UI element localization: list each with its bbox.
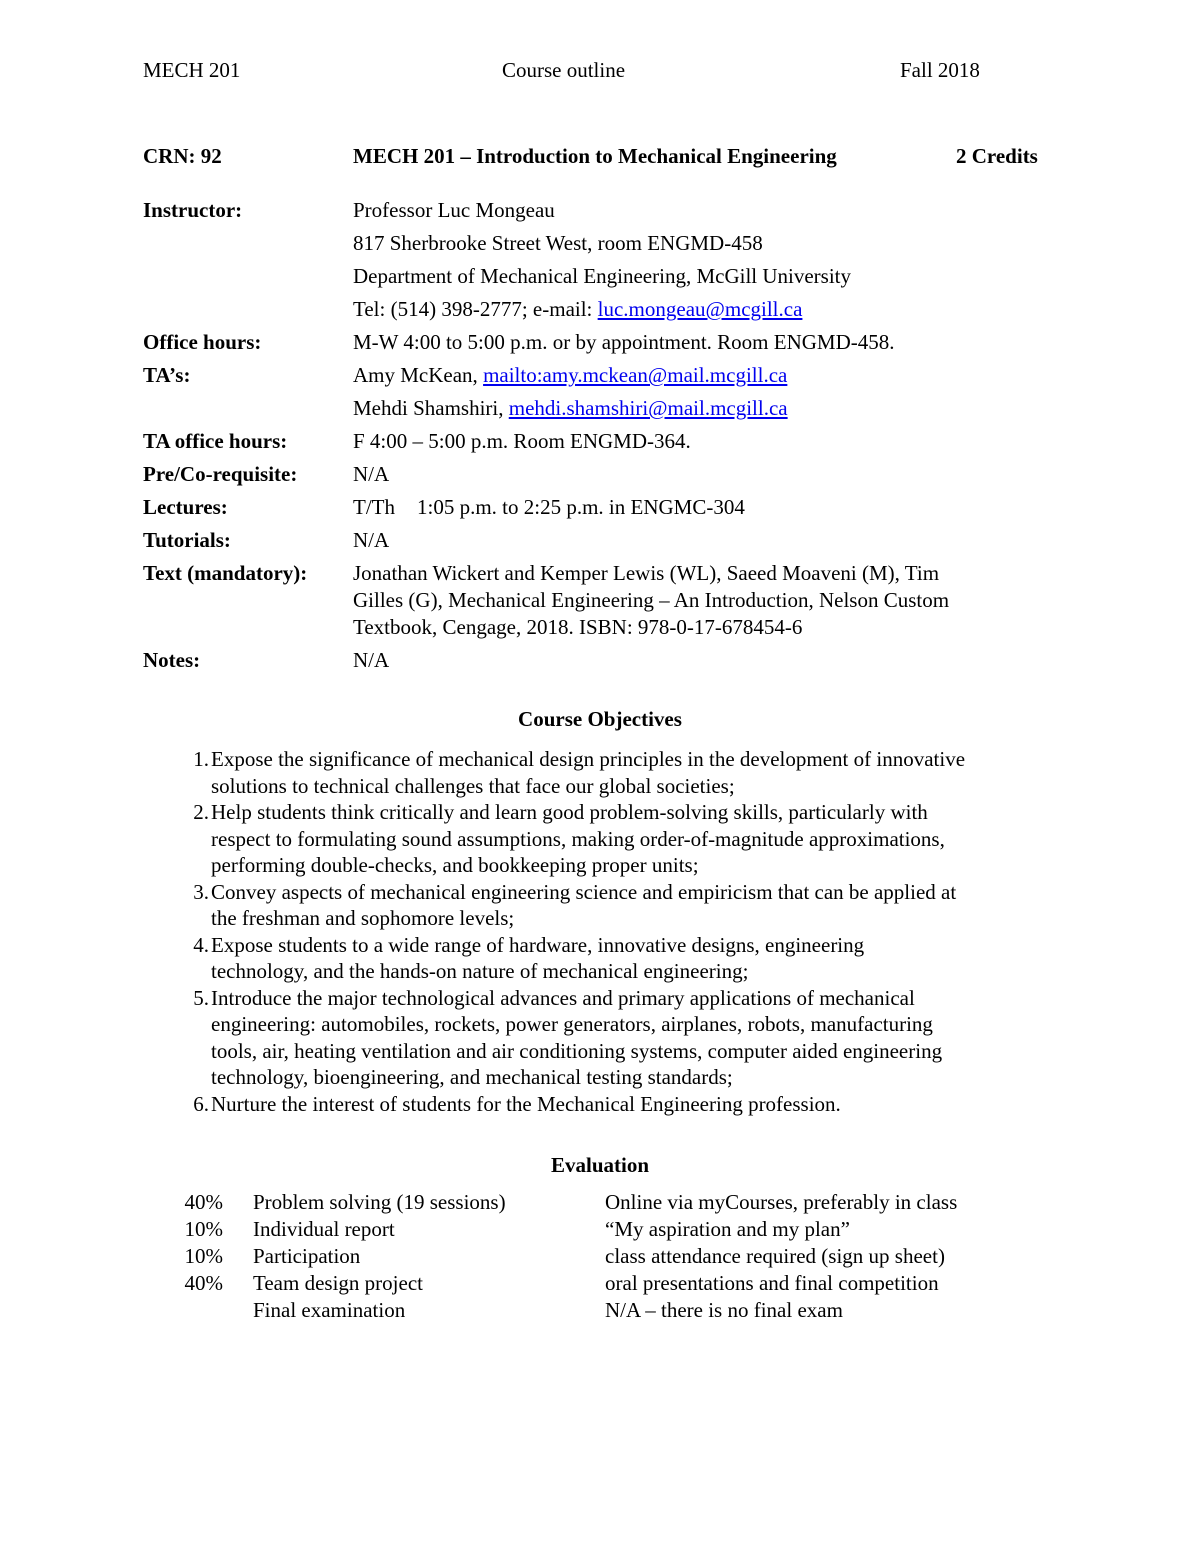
list-item-number: 4. <box>193 932 209 957</box>
objective-line: the freshman and sophomore levels; <box>211 906 515 930</box>
list-item-number: 1. <box>193 747 209 771</box>
objective-line: Convey aspects of mechanical engineering science and empiricism that can be applied at <box>211 879 957 904</box>
list-item-number: 5. <box>193 985 209 1010</box>
list-item <box>143 985 1068 1091</box>
ta1-email-link[interactable]: mailto:amy.mckean@mail.mcgill.ca <box>483 363 788 387</box>
instructor-address: 817 Sherbrooke Street West, room ENGMD-458 <box>353 231 763 255</box>
ta-office-hours: F 4:00 – 5:00 p.m. Room ENGMD-364. <box>353 429 691 453</box>
objective-line: technology, bioengineering, and mechanical testing standards; <box>211 1065 733 1089</box>
table-row <box>143 1216 1063 1243</box>
evaluation-heading: Evaluation <box>550 1153 650 1177</box>
evaluation-table <box>143 1189 1063 1324</box>
instructor-email-link[interactable]: luc.mongeau@mcgill.ca <box>597 297 803 321</box>
eval-weight <box>143 1297 253 1324</box>
list-item <box>143 1091 1068 1118</box>
eval-note: N/A – there is no final exam <box>605 1298 843 1322</box>
objective-line: Nurture the interest of students for the Mechanical Engineering profession. <box>211 1091 841 1116</box>
tutorials-row <box>143 527 1073 560</box>
list-item-number: 3. <box>193 879 209 904</box>
list-item-number: 2. <box>193 800 209 824</box>
objective-line: Help students think critically and learn good problem-solving skills, particularly with <box>211 800 928 824</box>
ta-office-hours-label: TA office hours: <box>143 429 288 453</box>
textbook-line: Jonathan Wickert and Kemper Lewis (WL), Saeed Moaveni (M), Tim <box>353 561 940 585</box>
prereq-row <box>143 461 1073 494</box>
objectives-list <box>143 746 1068 1117</box>
textbook-line: Textbook, Cengage, 2018. ISBN: 978-0-17-678454-6 <box>353 615 803 639</box>
table-row <box>143 1243 1063 1270</box>
tas-row <box>143 362 1073 428</box>
page-header <box>0 57 1200 85</box>
ta2-email-link[interactable]: mehdi.shamshiri@mail.mcgill.ca <box>508 396 788 420</box>
list-item <box>143 799 1068 879</box>
header-term: Fall 2018 <box>900 58 980 82</box>
prereq-value: N/A <box>353 462 390 486</box>
objective-line: performing double-checks, and bookkeeping proper units; <box>211 853 699 877</box>
eval-weight: 40% <box>184 1190 223 1214</box>
objectives-heading: Course Objectives <box>518 707 682 731</box>
eval-item: Individual report <box>253 1217 395 1241</box>
tas-label: TA’s: <box>143 363 191 387</box>
prereq-label: Pre/Co-requisite: <box>143 462 298 486</box>
ta-office-hours-row <box>143 428 1073 461</box>
header-doc-type: Course outline <box>501 58 626 82</box>
office-hours-label: Office hours: <box>143 330 262 354</box>
eval-item: Final examination <box>253 1298 406 1322</box>
lectures-label: Lectures: <box>143 495 228 519</box>
list-item-number: 6. <box>193 1091 209 1116</box>
ta2-name: Mehdi Shamshiri, <box>353 396 509 420</box>
lectures-days: T/Th <box>353 495 395 519</box>
credits: 2 Credits <box>956 144 1038 168</box>
objective-line: tools, air, heating ventilation and air conditioning systems, computer aided engineering <box>211 1038 943 1063</box>
objective-line: Expose the significance of mechanical design principles in the development of innovative <box>211 747 966 771</box>
eval-item: Problem solving (19 sessions) <box>253 1190 506 1214</box>
eval-item: Team design project <box>253 1271 423 1295</box>
eval-note: “My aspiration and my plan” <box>605 1217 850 1241</box>
office-hours: M-W 4:00 to 5:00 p.m. or by appointment. Room ENGMD-458. <box>353 330 895 354</box>
crn: CRN: 92 <box>143 144 222 168</box>
objective-line: solutions to technical challenges that face our global societies; <box>211 773 735 798</box>
course-title: MECH 201 – Introduction to Mechanical Engineering <box>353 144 837 168</box>
instructor-tel: Tel: (514) 398-2777; e-mail: <box>353 297 598 321</box>
eval-note: oral presentations and final competition <box>605 1271 939 1295</box>
table-row <box>143 1297 1063 1324</box>
list-item <box>143 879 1068 932</box>
eval-weight: 10% <box>184 1217 223 1241</box>
ta2 <box>353 395 1073 428</box>
instructor-name: Professor Luc Mongeau <box>353 198 555 222</box>
office-hours-row <box>143 329 1073 362</box>
textbook-label: Text (mandatory): <box>143 561 308 585</box>
eval-note: class attendance required (sign up sheet) <box>605 1244 945 1268</box>
course-title-row <box>0 143 1200 171</box>
notes-value: N/A <box>353 648 390 672</box>
instructor-contact <box>353 296 1073 329</box>
tutorials-value: N/A <box>353 528 390 552</box>
instructor-label: Instructor: <box>143 198 243 222</box>
ta1-name: Amy McKean, <box>353 363 484 387</box>
table-row <box>143 1270 1063 1297</box>
lectures-time: 1:05 p.m. to 2:25 p.m. in ENGMC-304 <box>417 495 745 519</box>
textbook-row <box>143 560 1073 647</box>
eval-item: Participation <box>253 1244 361 1268</box>
tutorials-label: Tutorials: <box>143 528 231 552</box>
textbook-line: Gilles (G), Mechanical Engineering – An Introduction, Nelson Custom <box>353 588 950 612</box>
list-item <box>143 932 1068 985</box>
objective-line: Expose students to a wide range of hardware, innovative designs, engineering <box>211 932 865 957</box>
ta1 <box>353 362 1073 395</box>
objective-line: Introduce the major technological advances and primary applications of mechanical <box>211 985 915 1010</box>
instructor-row <box>143 197 1073 329</box>
table-row <box>143 1189 1063 1216</box>
list-item <box>143 746 1068 799</box>
notes-label: Notes: <box>143 648 201 672</box>
header-course-code: MECH 201 <box>143 58 241 82</box>
notes-row <box>143 647 1073 680</box>
objective-line: technology, and the hands-on nature of mechanical engineering; <box>211 959 749 983</box>
eval-note: Online via myCourses, preferably in class <box>605 1190 958 1214</box>
course-info-table <box>143 197 1073 680</box>
objective-line: respect to formulating sound assumptions, making order-of-magnitude approximations, <box>211 826 945 851</box>
lectures-row <box>143 494 1073 527</box>
lectures-value <box>353 494 1073 527</box>
objective-line: engineering: automobiles, rockets, power generators, airplanes, robots, manufacturing <box>211 1012 933 1036</box>
eval-weight: 10% <box>184 1244 223 1268</box>
eval-weight: 40% <box>184 1271 223 1295</box>
instructor-dept: Department of Mechanical Engineering, McGill University <box>353 264 852 288</box>
